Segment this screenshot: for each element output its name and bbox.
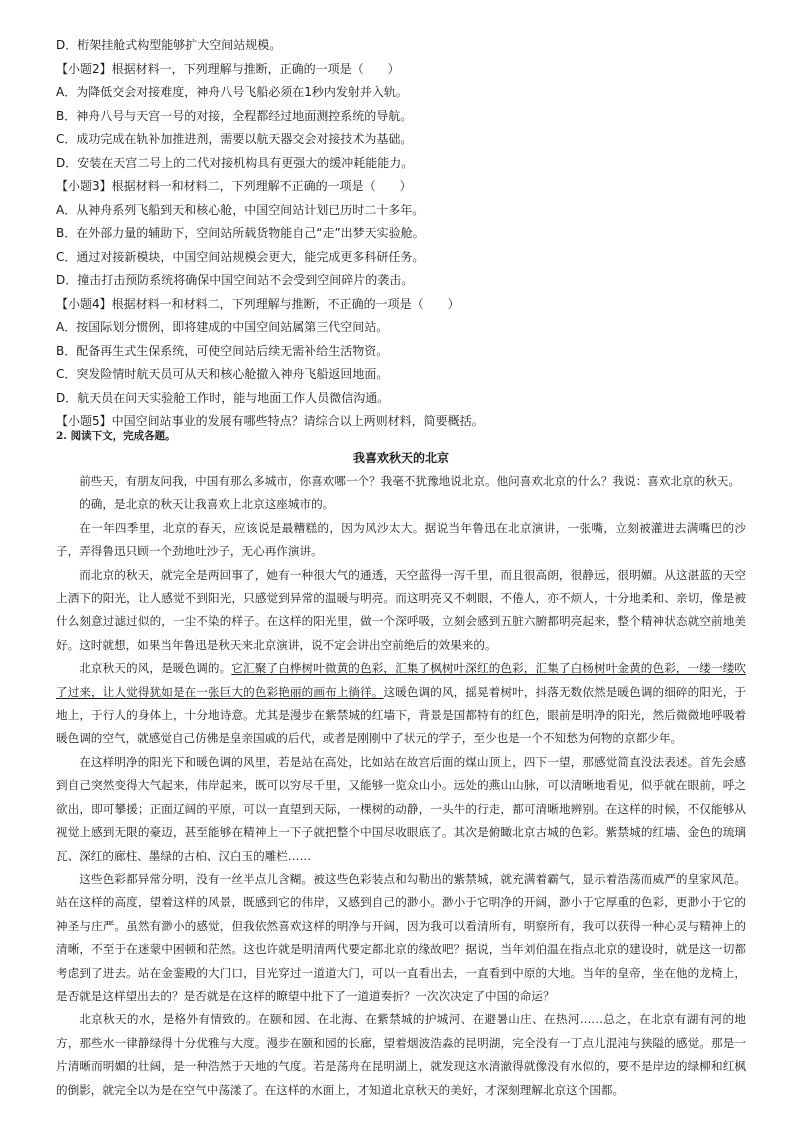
paragraph-4: 而北京的秋天，就完全是两回事了，她有一种很大气的通透，天空蓝得一泻千里，而且很高朗，很静远，很明媚。从这湛蓝的天空上洒下的阳光，让人感觉不到阳光，只感觉到异常的温暖与明亮。而这明亮又不刺眼，不倦人，亦不烦人，十分地柔和、亲切，像是被什么刻意过滤过似的，一尘不染的样子。在这样的阳光里，做一个深呼吸，立刻会感到五脏六腑都明亮起来，整个精神状态就空前地美好。这时就想，如果当年鲁迅是秋天来北京演讲，说不定会讲出空前绝后的效果来的。 xyxy=(56,567,746,652)
paragraph-2: 的确，是北京的秋天让我喜欢上北京这座城市的。 xyxy=(79,497,335,512)
option-c: C．成功完成在轨补加推进剂，需要以航天器交会对接技术为基础。 xyxy=(56,132,413,146)
paragraph-5-lead: 北京秋天的风，是暖色调的。 xyxy=(79,661,232,676)
option-d: D．桁架挂舱式构型能够扩大空间站规模。 xyxy=(56,38,282,52)
option-b: B．配备再生式生保系统，可使空间站后续无需补给生活物资。 xyxy=(56,343,389,358)
paragraph-6: 在这样明净的阳光下和暖色调的风里，若是站在高处，比如站在故宫后面的煤山顶上，四下一望，那感觉简直没法表述。首先会感到自己突然变得大气起来，伟岸起来，既可以穷尽千里，又能够一览众山小。远处的燕山山脉，可以清晰地看见，似乎就在眼前，呼之欲出，即可攀援；正面辽阔的平原，可以一直望到天际，一棵树的动静，一头牛的行走，都可清晰地辨别。在这样的时候，不仅能够从视觉上感到无限的豪迈，甚至能够在精神上一下子就把整个中国尽收眼底了。其次是俯瞰北京古城的色彩。紫禁城的红墙、金色的琉璃瓦、深红的廊柱、墨绿的古柏、汉白玉的雕栏…… xyxy=(56,754,746,863)
option-a: A．从神舟系列飞船到天和核心舱，中国空间站计划已历时二十多年。 xyxy=(56,202,425,217)
question-2-section xyxy=(56,425,746,1102)
paragraph-5-rest: 这暖色调的风，摇晃着树叶，抖落无数依然是暖色调的细碎的阳光，于地上，于行人的身体上，十分地诗意。尤其是漫步在紫禁城的红墙下，背景是国都特有的红色，眼前是明净的阳光，然后微微地呼吸着暖色调的空气，就感觉自己仿佛是皇亲国戚的后代，或者是刚刚中了状元的学子，至少也是一个不知愁为何物的京都少年。 xyxy=(56,684,746,746)
sub-question-2: 【小题2】根据材料一，下列理解与推断，正确的一项是（ ） xyxy=(56,61,400,76)
sub-question-3: 【小题3】根据材料一和材料二，下列理解不正确的一项是（ ） xyxy=(56,179,412,193)
underlined-sentence: 它汇聚了白桦树叶微黄的色彩，汇集了枫树叶深红的色彩，汇集了白杨树叶金黄的色彩，一缕一缕吹了过来，让人觉得犹如是在一张巨大的色彩艳丽的画布上徜徉。 xyxy=(56,661,746,699)
option-c: C．通过对接新模块，中国空间站规模会更大，能完成更多科研任务。 xyxy=(56,249,425,264)
paragraph-3: 在一年四季里，北京的春天，应该说是最糟糕的，因为风沙太大。据说当年鲁迅在北京演讲，一张嘴，立刻被灌进去满嘴巴的沙子，弄得鲁迅只顾一个劲地吐沙子，无心再作演讲。 xyxy=(56,520,746,559)
option-d: D．安装在天宫二号上的二代对接机构具有更强大的缓冲耗能能力。 xyxy=(56,155,414,170)
sub-question-4: 【小题4】根据材料一和材料二，下列理解与推断，不正确的一项是（ ） xyxy=(56,296,460,311)
sub-question-5: 【小题5】中国空间站事业的发展有哪些特点？请综合以上两则材料，简要概括。 xyxy=(56,414,484,428)
option-b: B．神舟八号与天宫一号的对接，全程都经过地面测控系统的导航。 xyxy=(56,108,413,123)
question-set-1 xyxy=(56,34,746,434)
paragraph-1: 前些天，有朋友问我，中国有那么多城市，你喜欢哪一个？我毫不犹豫地说北京。他问喜欢北京的什么？我说：喜欢北京的秋天。 xyxy=(79,474,741,488)
article-title: 我喜欢秋天的北京 xyxy=(352,451,449,465)
question-heading: 2. 阅读下文，完成各题。 xyxy=(56,430,176,442)
option-c: C．突发险情时航天员可从天和核心舱撤入神舟飞船返回地面。 xyxy=(56,367,389,381)
paragraph-8: 北京秋天的水，是格外有情致的。在颐和园、在北海、在紫禁城的护城河、在避暑山庄、在热河……总之，在北京有湖有河的地方，那些水一律静绿得十分优雅与大度。漫步在颐和园的长廊，望着烟波浩淼的昆明湖，完全没有一丁点儿混沌与狭隘的感觉。那是一片清晰而明媚的壮阔，是一种浩然于天地的气度。若是荡舟在昆明湖上，就发现这水清澈得就像没有水似的，要不是岸边的绿柳和红枫的倒影，就完全以为是在空气中荡漾了。在这样的水面上，才知道北京秋天的美好，才深刻理解北京这个国都。 xyxy=(56,1012,746,1097)
option-b: B．在外部力量的辅助下，空间站所载货物能自己“走”出梦天实验舱。 xyxy=(56,226,425,240)
option-a: A．为降低交会对接难度，神舟八号飞船必须在1秒内发射并入轨。 xyxy=(56,85,408,99)
option-a: A．按国际划分惯例，即将建成的中国空间站属第三代空间站。 xyxy=(56,320,389,334)
option-d: D．航天员在问天实验舱工作时，能与地面工作人员微信沟通。 xyxy=(56,390,390,405)
paragraph-5 xyxy=(56,657,746,751)
option-d: D．撞击打击预防系统将确保中国空间站不会受到空间碎片的袭击。 xyxy=(56,273,414,287)
paragraph-7: 这些色彩都异常分明，没有一丝半点儿含糊。被这些色彩装点和勾勒出的紫禁城，就充满着霸气，显示着浩荡而威严的皇家风范。站在这样的高度，望着这样的风景，既感到它的伟岸，又感到自己的渺小。渺小于它明净的开阔，渺小于它厚重的色彩，更渺小于它的神圣与庄严。虽然有渺小的感觉，但我依然喜欢这样的明净与开阔，因为我可以看清所有，明察所有，我可以获得一种心灵与精神上的清晰，不至于在迷蒙中困顿和茫然。这也许就是明清两代要定都北京的缘故吧？据说，当年刘伯温在指点北京的建设时，就是这一切都考虑到了进去。站在金銮殿的大门口，目光穿过一道道大门，可以一直看出去，一直看到中原的大地。当年的皇帝，坐在他的龙椅上，是否就是这样望出去的？是否就是在这样的瞭望中批下了一道道奏折？一次次决定了中国的命运？ xyxy=(56,871,746,1003)
